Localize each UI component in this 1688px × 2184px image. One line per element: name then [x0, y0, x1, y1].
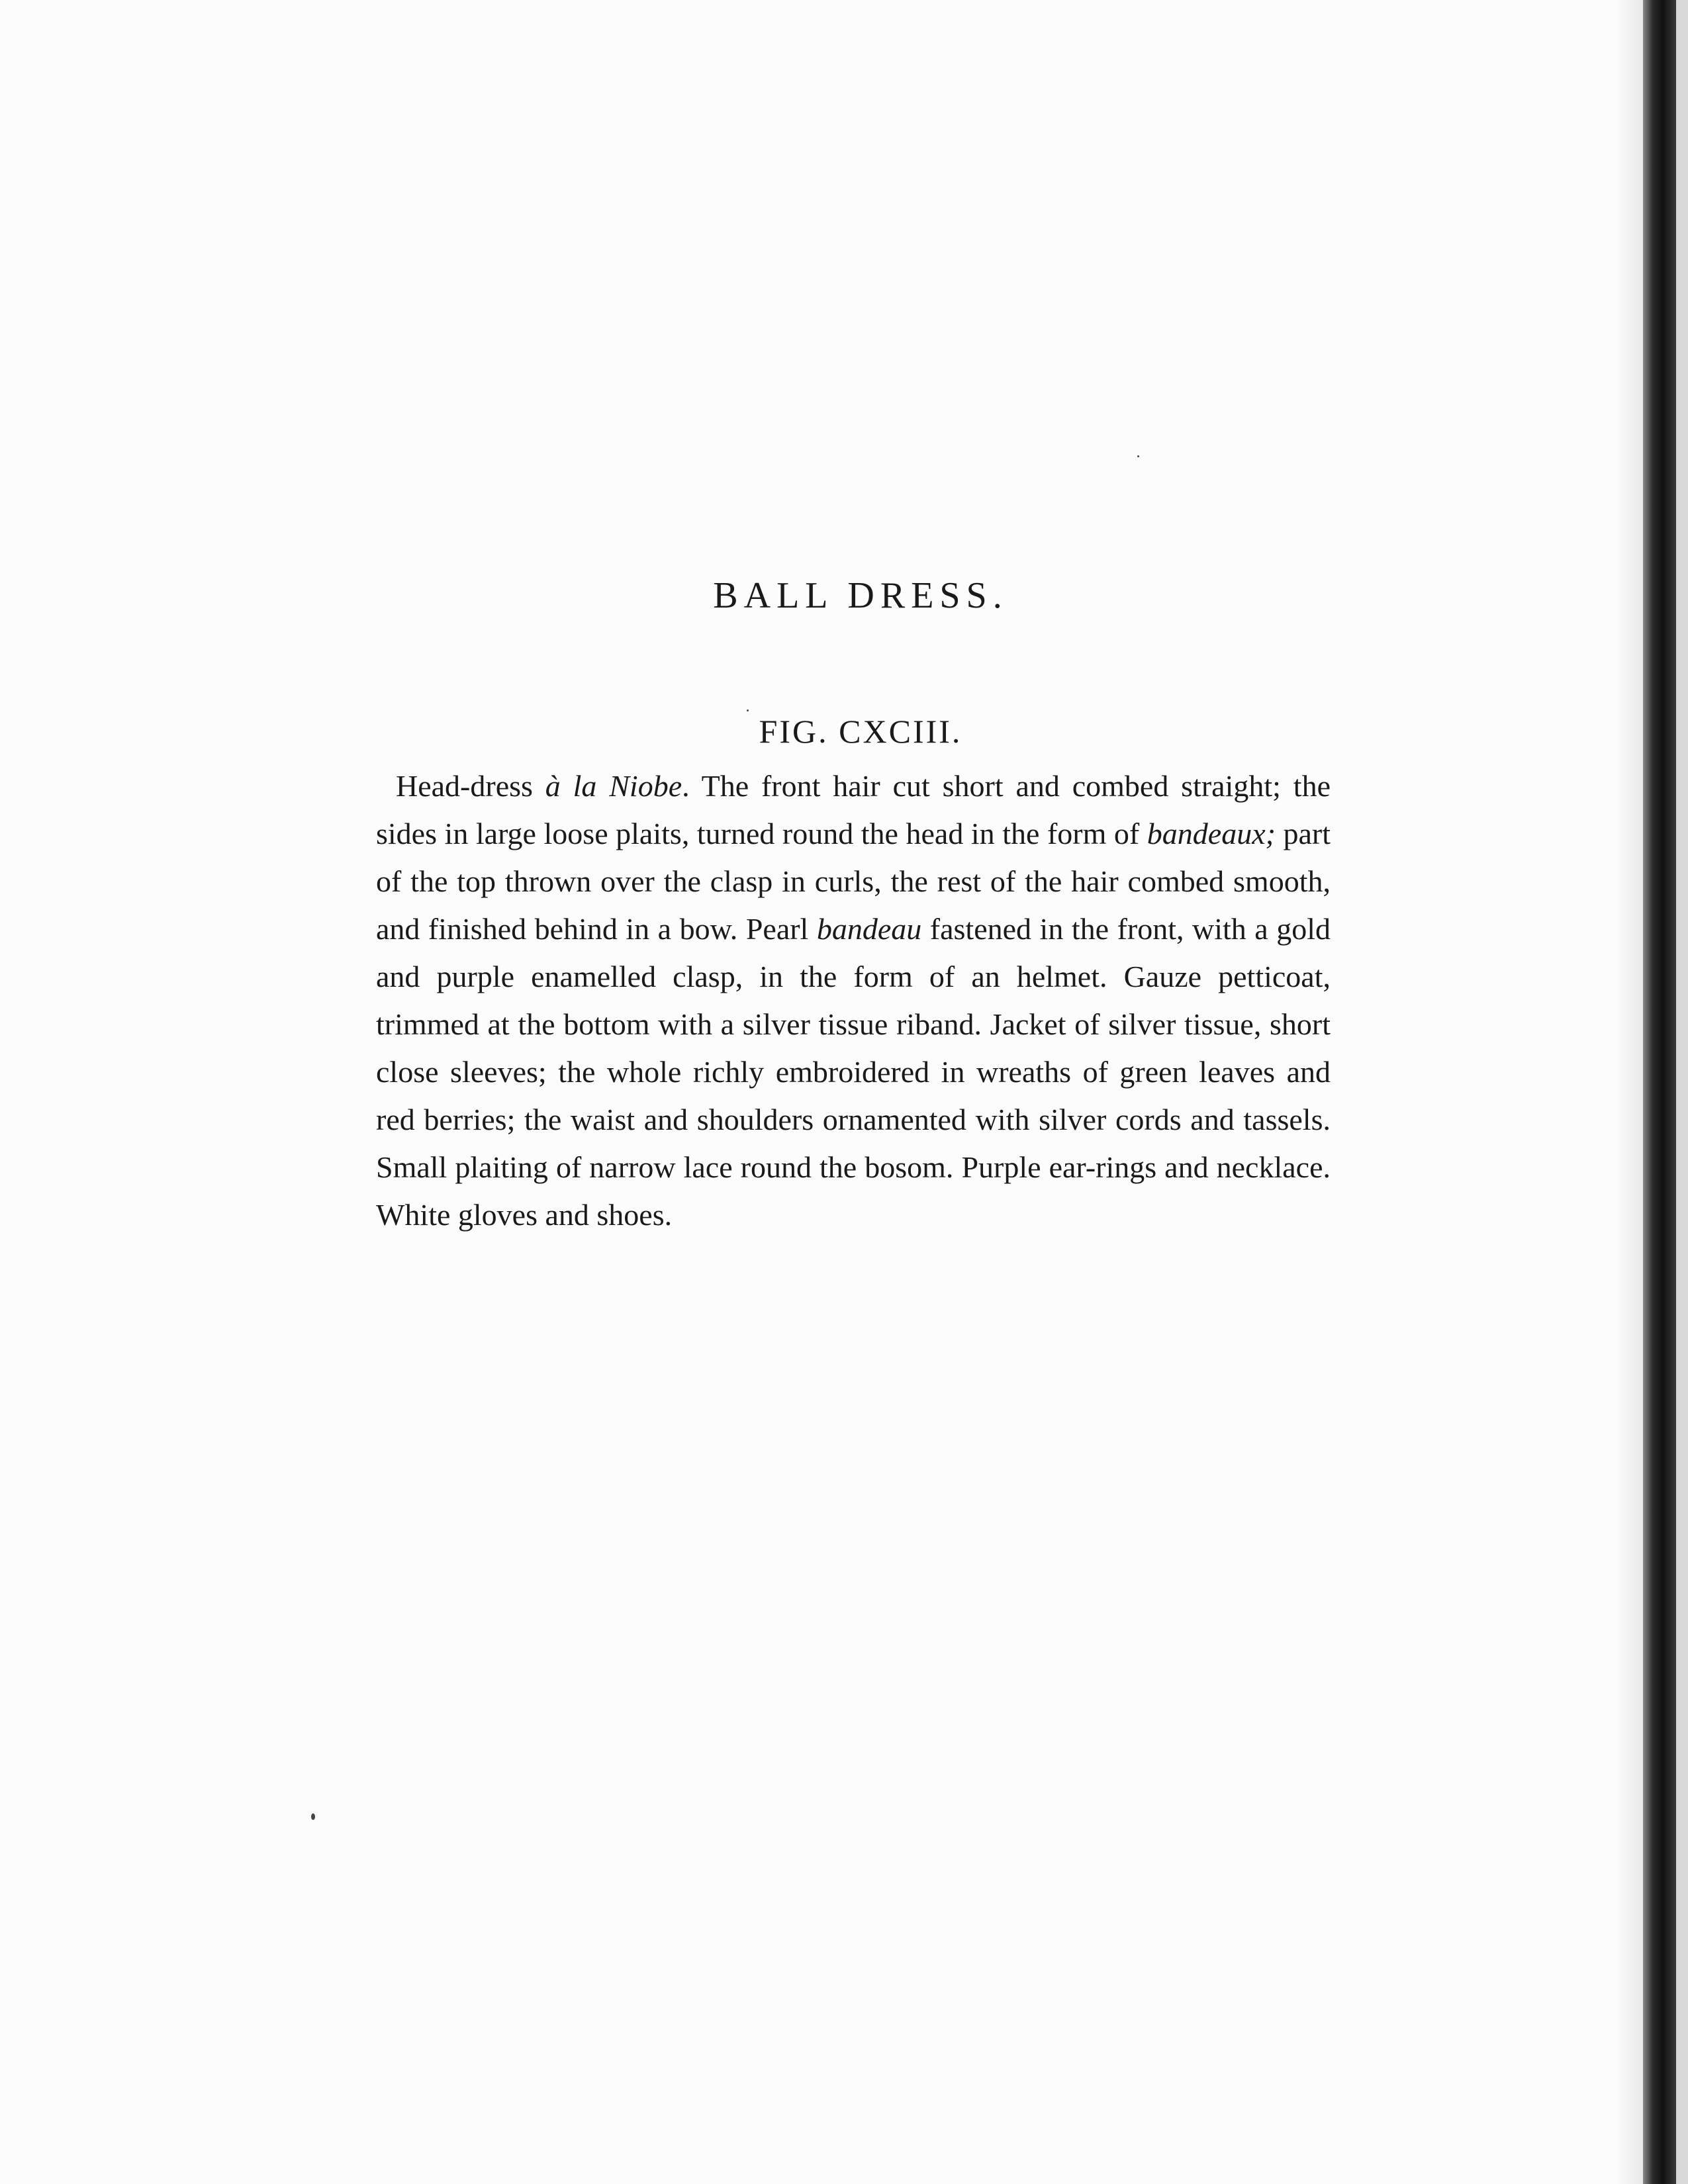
binding-edge [1643, 0, 1676, 2184]
page-edge-shadow [1615, 0, 1643, 2184]
figure-description [376, 762, 1331, 1239]
paper-speck [1137, 455, 1139, 457]
description-run: . The front hair cut short and combed straight; the sides in large loose plaits, turned round the head in the form of [376, 769, 1331, 850]
figure-title: FIG. CXCIII. [759, 713, 962, 750]
description-italic-run: bandeaux; [1147, 817, 1276, 850]
description-italic-run: bandeau [816, 912, 922, 946]
description-run: part of the top thrown over the clasp in curls, the rest of the hair combed smooth, and finished behind in a bow. Pearl [376, 817, 1331, 946]
description-italic-run: à la Niobe [545, 769, 682, 803]
next-page-edge [1676, 0, 1688, 2184]
page-heading: BALL DRESS. [713, 575, 1008, 616]
paper-speck [311, 1813, 315, 1820]
description-run: fastened in the front, with a gold and purple enamelled clasp, in the form of an helmet. Gauze petticoat, trimmed at the bottom with a silver tissue riband. Jacket of silver tissue, short close sleeves; the whole richly embroidered in wreaths of green leaves and red berries; the waist and shoulders ornamented with silver cords and tassels. Small plaiting of narrow lace round the bosom. Purple ear-rings and necklace. White gloves and shoes. [376, 912, 1331, 1232]
paper-speck [747, 709, 749, 711]
description-run: Head-dress [396, 769, 545, 803]
